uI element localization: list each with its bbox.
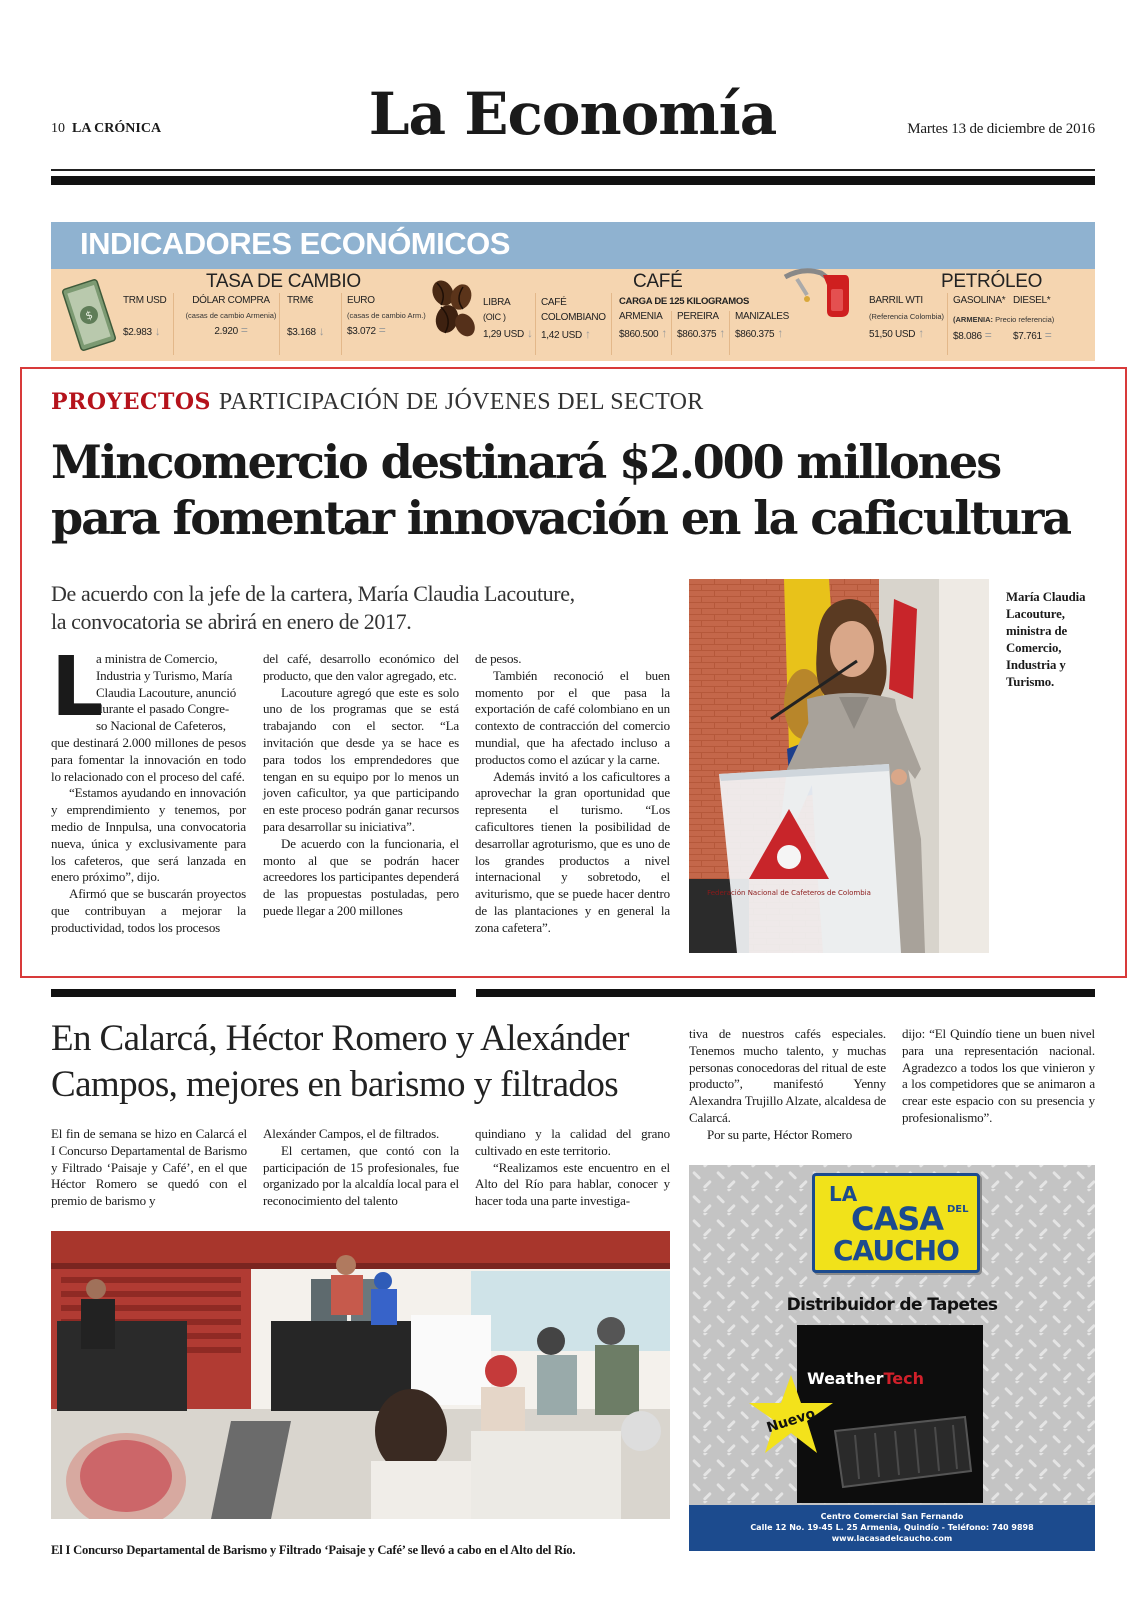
main-headline [51, 434, 1111, 546]
section-rule-right [476, 989, 1095, 997]
indicator-label: PEREIRA [677, 311, 719, 322]
paragraph: Alexánder Campos, el de filtrados. [263, 1126, 440, 1141]
paragraph: de pesos. [475, 651, 522, 666]
second-headline [51, 1016, 691, 1108]
drop-cap: L [51, 640, 104, 735]
article-column-3 [475, 651, 670, 937]
indicator-label: BARRIL WTI [869, 295, 923, 306]
paragraph: dijo: “El Quindío tiene un buen nivel para una representación nacional. Agradezco a todos los que vinieron y a los competidores que se animaron a crear este espacio con su presencia y profesionalismo”. [902, 1026, 1095, 1125]
trend-up-icon: ↑ [777, 326, 784, 340]
photo-caption: María Claudia Lacouture, ministra de Comercio, Industria y Turismo. [1006, 590, 1086, 689]
indicator-armenia [619, 311, 675, 340]
indicator-note: COLOMBIANO [541, 312, 606, 323]
new-badge-text: Nuevo [764, 1405, 818, 1437]
note-bold: (ARMENIA: [953, 315, 993, 324]
header-rule-thick [51, 176, 1095, 185]
trend-equal-icon: = [1044, 328, 1052, 342]
indicator-value: $3.168 ↓ [287, 324, 325, 338]
logo-word-casa: CASA [851, 1200, 944, 1238]
trend-equal-icon: = [378, 323, 386, 337]
note-text: Precio referencia) [993, 315, 1055, 324]
oil-title: PETRÓLEO [941, 271, 1043, 292]
paragraph: quindiano y la calidad del grano cultivado en este territorio. [475, 1126, 670, 1158]
issue-date: Martes 13 de diciembre de 2016 [907, 121, 1095, 137]
paragraph: Por su parte, Héctor Romero [707, 1126, 853, 1142]
headline-line: para fomentar innovación en la caficultura [51, 491, 1070, 545]
indicator-value: $860.500 ↑ [619, 326, 668, 340]
section-title: La Economía [368, 80, 777, 148]
separator [947, 293, 948, 355]
trend-up-icon: ↑ [661, 326, 668, 340]
indicator-cafe-colombiano [541, 297, 611, 341]
footer-mall: Centro Comercial San Fernando [820, 1512, 964, 1521]
minister-photo [689, 579, 989, 953]
separator [611, 293, 612, 355]
second-column-5 [902, 1026, 1095, 1127]
separator [671, 311, 672, 355]
second-column-1 [51, 1126, 247, 1210]
indicator-label: LIBRA [483, 297, 511, 308]
indicator-value: 2.920 = [214, 323, 248, 337]
barista-event-photo [51, 1231, 670, 1519]
paragraph: De acuerdo con la funcionaria, el monto al que se podrán hacer acreedores los participantes dependerá de las propuestas postuladas, pero puede llegar a 200 millones [263, 835, 459, 918]
section-rule-left [51, 989, 456, 997]
page-number: 10 [51, 121, 65, 136]
paragraph: Afirmó que se buscarán proyectos que contribuyan a mejorar la productividad, todos los procesos [51, 886, 246, 935]
exchange-title: TASA DE CAMBIO [206, 271, 361, 292]
indicator-value: $860.375 ↑ [735, 326, 784, 340]
footer-website[interactable]: www.lacasadelcaucho.com [831, 1534, 953, 1543]
trend-equal-icon: = [984, 328, 992, 342]
paragraph: del café, desarrollo económico del producto, que den valor agregado, etc. [263, 651, 459, 683]
separator [729, 311, 730, 355]
coffee-beans-icon [423, 275, 481, 345]
coffee-title: CAFÉ [633, 271, 683, 292]
indicators-panel [51, 269, 1095, 361]
deck-line: De acuerdo con la jefe de la cartera, María Claudia Lacouture, [51, 581, 575, 606]
deck-line: la convocatoria se abrirá en enero de 2017. [51, 609, 412, 634]
separator [279, 293, 280, 355]
trend-up-icon: ↑ [719, 326, 726, 340]
load-title: CARGA DE 125 KILOGRAMOS [619, 296, 749, 307]
separator [173, 293, 174, 355]
indicator-libra [483, 297, 539, 340]
indicator-note: (casas de cambio Arm.) [347, 311, 426, 320]
deck [51, 580, 681, 636]
indicator-trm-euro [287, 295, 337, 338]
indicator-pereira [677, 311, 733, 340]
lead-line: Industria y Turismo, María [96, 667, 233, 683]
new-star-badge [745, 1373, 837, 1457]
kicker-sub: PARTICIPACIÓN DE JÓVENES DEL SECTOR [218, 389, 704, 415]
lead-line: a ministra de Comercio, [96, 651, 218, 666]
indicator-diesel [1013, 295, 1073, 342]
casa-del-caucho-logo [812, 1173, 980, 1273]
paragraph: Lacouture agregó que este es solo uno de los programas que se está trabajando con el sector. “La invitación que desde ya se hace es para todos los emprendedores que tengan en su equipo por lo menos un joven caficultor, ya que participando en este proceso podrán ganar recursos para desarrollar su iniciativa”. [263, 684, 459, 834]
paragraph: Además invitó a los caficultores a aprovechar la gran oportunidad que representa el turismo. “Los caficultores tienen la posibilidad de desarrollar agroturismo, que es uno de los grandes productos a nivel internacional y sobretodo, el aviturismo, que se puede hacer dentro de las plantaciones y en general la zona cafetera”. [475, 768, 670, 935]
paragraph: “Realizamos este encuentro en el Alto del Río para hablar, conocer y hacer toda una parte investiga- [475, 1159, 670, 1209]
indicator-euro [347, 295, 429, 337]
brand-tech: Tech [883, 1369, 925, 1388]
advert-footer [689, 1505, 1095, 1551]
article-column-1 [51, 640, 246, 937]
indicator-label: DÓLAR COMPRA [192, 295, 270, 306]
indicator-value: $8.086 = [953, 328, 992, 342]
indicator-value: $3.072 = [347, 323, 386, 337]
separator [535, 293, 536, 355]
lead-line: so Nacional de Cafeteros, [96, 718, 226, 734]
headline-line: Campos, mejores en barismo y filtrados [51, 1064, 619, 1105]
trend-up-icon: ↑ [584, 327, 591, 341]
lead-line: durante el pasado Congre- [96, 701, 230, 717]
kicker-label: PROYECTOS [51, 389, 211, 415]
event-photo-caption: El I Concurso Departamental de Barismo y Filtrado ‘Paisaje y Café’ se llevó a cabo en el Alto del Río. [51, 1543, 576, 1557]
lead-line: Claudia Lacouture, anunció [96, 684, 237, 700]
indicator-note: (casas de cambio Armenia) [185, 311, 277, 320]
headline-line: Mincomercio destinará $2.000 millones [51, 435, 1000, 489]
floor-mat-image [825, 1411, 975, 1491]
indicator-value: 1,42 USD ↑ [541, 327, 591, 341]
paragraph: El certamen, que contó con la participación de 15 profesionales, fue organizado por la alcaldía local para el reconocimiento del talento [263, 1142, 459, 1209]
dollar-bill-icon [59, 279, 119, 351]
indicator-value: $860.375 ↑ [677, 326, 726, 340]
svg-text:$: $ [83, 308, 95, 323]
indicator-label: GASOLINA* [953, 295, 1006, 306]
trend-equal-icon: = [240, 323, 248, 337]
indicator-label: TRM USD [123, 295, 167, 306]
logo-word-del: DEL [947, 1204, 969, 1215]
indicator-label: ARMENIA [619, 311, 663, 322]
advert[interactable] [689, 1165, 1095, 1551]
second-column-4 [689, 1026, 886, 1144]
indicator-note: (OIC ) [483, 312, 506, 322]
indicator-value: $7.761 = [1013, 328, 1052, 342]
separator [341, 293, 342, 355]
podium-logo-text: Federación Nacional de Cafeteros de Colombia [707, 889, 871, 897]
indicator-manizales [735, 311, 795, 340]
advert-tagline: Distribuidor de Tapetes [786, 1295, 998, 1315]
logo-word-caucho: CAUCHO [833, 1234, 959, 1267]
trend-down-icon: ↓ [318, 324, 325, 338]
paragraph: El fin de semana se hizo en Calarcá el I Concurso Departamental de Barismo y Filtrado ‘Paisaje y Café’, en el que Héctor Romero se quedó con el premio de barismo y [51, 1126, 247, 1209]
trend-down-icon: ↓ [154, 324, 161, 338]
second-column-3 [475, 1126, 670, 1210]
indicator-label: TRM€ [287, 295, 314, 306]
trend-down-icon: ↓ [526, 326, 533, 340]
indicators-title: INDICADORES ECONÓMICOS [80, 226, 510, 261]
header-rule-thin [51, 169, 1095, 171]
article-column-2 [263, 651, 459, 920]
indicator-value: 1,29 USD ↓ [483, 326, 533, 340]
paragraph: que destinará 2.000 millones de pesos para fomentar la innovación en todo lo relacionado con el proceso del café. [51, 734, 246, 784]
indicator-value: 51,50 USD ↑ [869, 326, 924, 340]
indicator-label: MANIZALES [735, 311, 789, 322]
indicator-label: DIESEL* [1013, 295, 1051, 306]
indicator-dolar-compra [181, 295, 281, 337]
brand-weather: Weather [807, 1369, 884, 1388]
paragraph: “Estamos ayudando en innovación y emprendimiento y tenemos, por medio de Innpulsa, una convocatoria nueva, única y exclusivamente para los cafeteros, que será lanzada en enero próximo”, dijo. [51, 785, 246, 885]
paragraph: También reconoció el buen momento por el que pasa la exportación de café colombiano en un contexto de contracción del comercio mundial, que ha afectado incluso a productos como el azúcar y la carne. [475, 667, 670, 767]
publication-name: LA CRÓNICA [72, 121, 162, 136]
indicator-label: CAFÉ [541, 297, 567, 308]
kicker [51, 389, 704, 416]
paragraph: tiva de nuestros cafés especiales. Tenemos mucho talento, y muchas personas conocedoras del ritual de este producto”, manifestó Yenny Alexandra Trujillo Alzate, alcaldesa de Calarcá. [689, 1026, 886, 1125]
second-column-2 [263, 1126, 459, 1210]
logo-word-la: LA [829, 1182, 858, 1206]
trend-up-icon: ↑ [918, 326, 924, 340]
footer-address: Calle 12 No. 19-45 L. 25 Armenia, Quindío - Teléfono: 740 9898 [750, 1523, 1034, 1532]
indicator-note: (Referencia Colombia) [869, 312, 945, 321]
indicator-value: $2.983 ↓ [123, 324, 161, 338]
indicator-trm-usd [123, 295, 173, 338]
indicator-barril-wti [869, 295, 949, 340]
headline-line: En Calarcá, Héctor Romero y Alexánder [51, 1018, 629, 1059]
indicator-label: EURO [347, 295, 375, 306]
